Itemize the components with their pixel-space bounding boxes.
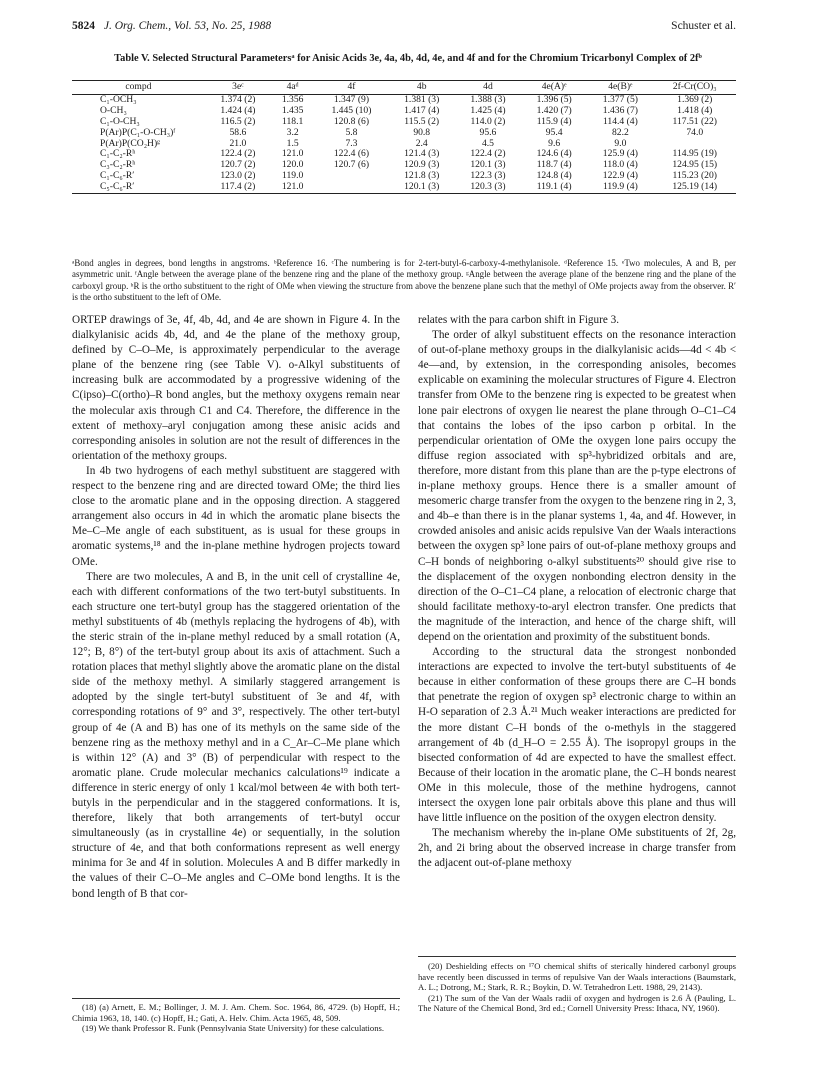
table-cell: 122.4 (2) <box>220 148 256 160</box>
table-cell <box>314 171 388 182</box>
table-cell: 115.23 (20) <box>672 170 717 182</box>
table-cell: 1.369 (2) <box>677 93 713 105</box>
structural-parameters-table <box>72 80 736 194</box>
table-cell: 122.9 (4) <box>602 170 638 182</box>
row-label: P(Ar)P(C₁-O-CH₃)ᶠ <box>100 126 176 138</box>
table-cell: 1.445 (10) <box>331 104 372 116</box>
table-cell: 120.3 (3) <box>455 182 521 193</box>
table-cell: 21.0 <box>229 137 247 149</box>
table-cell: 121.4 (3) <box>404 148 440 160</box>
table-caption: Table V. Selected Structural Parametersᵃ for Anisic Acids 3e, 4a, 4b, 4d, 4e, and 4f and for the Chromium Tricarbonyl Complex of 2fᵇ <box>114 53 702 64</box>
table-cell: 119.9 (4) <box>587 182 653 193</box>
left-column <box>72 313 400 902</box>
table-cell: 118.7 (4) <box>536 159 572 171</box>
table-cell: 118.0 (4) <box>602 159 638 171</box>
column-header: 3eᶜ <box>205 81 271 95</box>
table-cell: 5.8 <box>345 126 358 138</box>
table-cell: 115.9 (4) <box>536 115 572 127</box>
table-cell: 114.4 (4) <box>602 115 638 127</box>
paragraph: There are two molecules, A and B, in the unit cell of crystalline 4e, each with different conformations of the two tert-butyl substituents. In each structure one tert-butyl group has the staggered orientation of the methyl substituents of 4b (methyls replacing the hydrogens of 4b), with the steric strain of the in-plane methyl reduced by a small rotation (A, 12°; B, 8°) of the tert-butyl group about its axis of attachment. Such a rotation places that methyl slightly above the aromatic plane on the distal side of the methoxy methyl. A similarly staggered arrangement is adopted by the single tert-butyl substituent of 3e and 4f, with corresponding rotations of 9° and 3°, respectively. The other tert-butyl group of 4e (A and B) has one of its methyls on the same side of the benzene ring as the methoxy methyl and in a C_Ar–C–Me plane which is within 12° (A) and 3° (B) of perpendicular with respect to the aromatic plane. Crude molecular mechanics calculations¹⁹ indicate a difference in steric energy of only 1 kcal/mol between 4e with both tert-butyls in the perpendicular and in the staggered conformations. It is, therefore, likely that both arrangements of tert-butyl occur simultaneously (as in crystalline 4e) or sequentially, in the solution structure of 4e, and that both conformations represent as well energy minima for 3e and 4f in solution. Molecules A and B differ markedly in the values of their C–O–Me angles and C–OMe bond lengths. It is the bond length of B that cor- <box>72 570 400 900</box>
column-header: 4d <box>455 81 521 95</box>
table-cell: 1.388 (3) <box>470 93 506 105</box>
table-cell: 95.4 <box>545 126 563 138</box>
table-cell: 1.418 (4) <box>677 104 713 116</box>
table-cell: 1.377 (5) <box>602 93 638 105</box>
column-header: 4e(B)ᵉ <box>587 81 653 95</box>
table-row <box>72 182 736 193</box>
table-cell: 1.374 (2) <box>220 93 256 105</box>
table-body <box>72 94 736 193</box>
paragraph: In 4b two hydrogens of each methyl substituent are staggered with respect to the benzene ring and are directed toward OMe; the third lies close to the aromatic plane and in the opposing direction. A staggered arrangement also occurs in 4d in which the aromatic plane bisects the Me–C–Me angle of each substituent, as is usual for these groups in aromatic systems,¹⁸ and the in-plane methine hydrogen projects toward OMe. <box>72 464 400 568</box>
table-container <box>72 80 736 194</box>
header-left <box>72 20 271 32</box>
table-cell: 9.6 <box>548 137 561 149</box>
row-label: C₃-C₂-Rʰ <box>100 159 136 171</box>
row-label: C₁-C₂-Rʰ <box>100 148 136 160</box>
table-cell: 120.9 (3) <box>404 159 440 171</box>
table-cell: 7.3 <box>345 137 358 149</box>
paragraph: ORTEP drawings of 3e, 4f, 4b, 4d, and 4e are shown in Figure 4. In the dialkylanisic acids 4b, 4d, and 4e the plane of the methoxy group, defined by C–O–Me, is approximately perpendicular to the average plane of the benzene ring (see Table V). o-Alkyl substituents of increasing bulk are accommodated by a progressive widening of the C(ipso)–C(ortho)–R bond angles, but the methoxy oxygens remain near the molecular axis through C1 and C4. Therefore, the difference in the extent of methoxy–aryl conjugation among these anisic acids and corresponding anisoles in solution are not the result of differences in the orientation of the methoxy groups. <box>72 314 400 462</box>
row-label: C₅-C₆-R′ <box>72 182 205 193</box>
table-cell: 116.5 (2) <box>220 115 256 127</box>
table-cell: 124.8 (4) <box>536 170 572 182</box>
table-cell: 1.420 (7) <box>536 104 572 116</box>
table-cell: 121.0 <box>271 182 314 193</box>
table-cell: 121.8 (3) <box>404 170 440 182</box>
table-cell: 90.8 <box>413 126 431 138</box>
column-header: compd <box>72 81 205 95</box>
running-author: Schuster et al. <box>671 20 736 32</box>
table-cell: 74.0 <box>686 126 704 138</box>
footnote: (19) We thank Professor R. Funk (Pennsylvania State University) for these calculations. <box>82 1023 385 1034</box>
table-cell: 1.356 <box>281 93 304 105</box>
column-header: 4b <box>389 81 455 95</box>
table-cell: 1.436 (7) <box>602 104 638 116</box>
table-cell: 122.3 (3) <box>470 170 506 182</box>
table-cell: 119.0 <box>282 170 304 182</box>
page-header <box>72 20 736 38</box>
table-cell: 125.9 (4) <box>602 148 638 160</box>
table-cell <box>314 182 388 193</box>
page-number: 5824 <box>72 20 95 32</box>
table-cell: 1.5 <box>286 137 299 149</box>
column-header: 4f <box>314 81 388 95</box>
table-cell: 2.4 <box>415 137 428 149</box>
table-cell: 117.4 (2) <box>205 182 271 193</box>
table-cell: 58.6 <box>229 126 247 138</box>
table-cell: 4.5 <box>481 137 494 149</box>
table-cell: 117.51 (22) <box>672 115 717 127</box>
table-footnotes: ᵃBond angles in degrees, bond lengths in angstroms. ᵇReference 16. ᶜThe numbering is for 2-tert-butyl-6-carboxy-4-methylanisole. ᵈReference 15. ᵉTwo molecules, A and B, per asymmetric unit. ᶠAngle between the average plane of the benzene ring and the plane of the methoxy group. ᵍAngle between the average plane of the benzene ring and the plane of the carboxyl group. ʰR is the ortho substituent to the right of OMe when viewing the structure from above the benzene plane such that the methyl of OMe projects away from the observer. R′ is the ortho substituent to the left of OMe. <box>72 258 736 302</box>
paragraph: relates with the para carbon shift in Figure 3. <box>418 314 620 326</box>
table-cell: 9.0 <box>614 137 627 149</box>
table-cell: 82.2 <box>611 126 629 138</box>
paragraph: The mechanism whereby the in-plane OMe substituents of 2f, 2g, 2h, and 2i bring about the observed increase in charge transfer from the adjacent out-of-plane methoxy <box>418 827 736 870</box>
table-cell: 125.19 (14) <box>653 182 736 193</box>
column-header: 2f-Cr(CO)₃ <box>653 81 736 95</box>
table-cell: 114.0 (2) <box>470 115 506 127</box>
table-cell: 122.4 (2) <box>470 148 506 160</box>
table-cell: 1.435 <box>281 104 304 116</box>
table-header-row <box>72 81 736 95</box>
row-label: C₁-O-CH₃ <box>100 115 140 127</box>
table-cell: 123.0 (2) <box>220 170 256 182</box>
table-cell: 114.95 (19) <box>672 148 717 160</box>
row-label: O-CH₃ <box>100 104 127 116</box>
table-cell: 120.1 (3) <box>470 159 506 171</box>
table-row <box>72 117 736 128</box>
table-cell: 3.2 <box>286 126 299 138</box>
left-footnotes <box>72 998 400 1034</box>
paragraph: According to the structural data the strongest nonbonded interactions are expected to involve the tert-butyl substituents of 4e because in either conformation of these groups there are C–H bonds that penetrate the region of oxygen sp³ electronic charge to within an H-O separation of 2.3 Å.²¹ Much weaker interactions are predicted for the more distant C–H bonds of the o-methyls in the staggered arrangement of 4b (d_H–O = 2.55 Å). The isopropyl groups in the bisected conformation of 4d are expected to have the smallest effect. Because of their location in the aromatic plane, the C–H bonds nearest OMe in this molecule, those of the methine hydrogens, cannot intersect the oxygen lone pair orbitals above this plane and thus will have little influence on the position of the oxygen electron density. <box>418 646 736 825</box>
journal-citation: J. Org. Chem., Vol. 53, No. 25, 1988 <box>103 20 272 32</box>
table-cell: 120.0 <box>281 159 304 171</box>
paragraph: The order of alkyl substituent effects on the resonance interaction of out-of-plane methoxy groups in the dialkylanisic acids—4d < 4b < 4e—and, by extension, in the corresponding anisoles, becomes explicable on examining the molecular structures of Figure 4. Electron transfer from OMe to the benzene ring is expected to be greatest when lone pair electrons of oxygen lie nearest the plane through O–C1–C4 that contains the lobes of the ipso carbon p orbital. In the perpendicular orientation of OMe the oxygen lone pairs occupy the diffuse region associated with sp³-hybridized orbitals and are, therefore, more distant from this plane than are the p-type electrons of in-plane methoxy groups. Hence there is a smaller amount of mesomeric charge transfer from the oxygen to the benzene ring in 2, 3, and 4b–e than there is in the planar systems 1, 4a, and 4f. However, in crowded anisoles and anisic acids repulsive Van der Waals interactions between the oxygen sp³ lone pairs of out-of-plane methoxy groups and C–H bonds of neighboring o-alkyl substituents²⁰ should give rise to the displacement of the oxygen nonbonding electron density in the direction of the O–C1–C4 plane, a relocation of electronic charge that should facilitate methoxy-to-aryl electron transfer. One predicts that the magnitude of the interaction, and hence of the charge shift, will depend on the orientation and proximity of the substituent bonds. <box>418 329 736 643</box>
table-cell: 1.425 (4) <box>470 104 506 116</box>
footnote: (21) The sum of the Van der Waals radii of oxygen and hydrogen is 2.6 Å (Pauling, L. The Nature of the Chemical Bond, 3rd ed.; Cornell University Press: Ithaca, NY, 1960). <box>418 992 736 1014</box>
table-cell: 119.1 (4) <box>521 182 587 193</box>
row-label: C₁-OCH₃ <box>100 93 137 105</box>
table-cell: 120.7 (6) <box>333 159 370 171</box>
column-header: 4aᵈ <box>271 81 314 95</box>
right-column <box>418 313 736 871</box>
table-cell: 115.5 (2) <box>404 115 440 127</box>
table-cell: 120.1 (3) <box>389 182 455 193</box>
table-cell: 1.396 (5) <box>536 93 572 105</box>
column-header: 4e(A)ᵉ <box>521 81 587 95</box>
footnote: (18) (a) Arnett, E. M.; Bollinger, J. M. J. Am. Chem. Soc. 1964, 86, 4729. (b) Hopff, H.; Chimia 1963, 18, 140. (c) Hopff, H.; Gati, A. Helv. Chim. Acta 1965, 48, 509. <box>72 1002 400 1023</box>
table-cell: 120.8 (6) <box>333 115 370 127</box>
table-cell: 118.1 <box>282 115 304 127</box>
table-cell: 95.6 <box>479 126 497 138</box>
right-footnotes <box>418 956 736 1014</box>
table-row <box>72 128 736 139</box>
table-cell: 1.417 (4) <box>404 104 440 116</box>
table-cell: 124.6 (4) <box>536 148 572 160</box>
table-cell: 124.95 (15) <box>672 159 718 171</box>
table-cell: 120.7 (2) <box>220 159 256 171</box>
table-cell: 1.381 (3) <box>404 93 440 105</box>
table-cell: 1.424 (4) <box>220 104 256 116</box>
row-label: C₁-C₆-R′ <box>100 170 135 182</box>
table-cell: 122.4 (6) <box>333 148 370 160</box>
table-cell: 121.0 <box>281 148 304 160</box>
table-cell: 1.347 (9) <box>333 93 370 105</box>
footnote: (20) Deshielding effects on ¹⁷O chemical shifts of sterically hindered carbonyl groups have recently been discussed in terms of repulsive Van der Waals interactions (Baumstark, A. L.; Dotrong, M.; Stark, R. R.; Boykin, D. W. Tetrahedron Lett. 1988, 29, 2143). <box>418 961 736 993</box>
row-label: P(Ar)P(CO₂H)ᵍ <box>100 137 161 149</box>
